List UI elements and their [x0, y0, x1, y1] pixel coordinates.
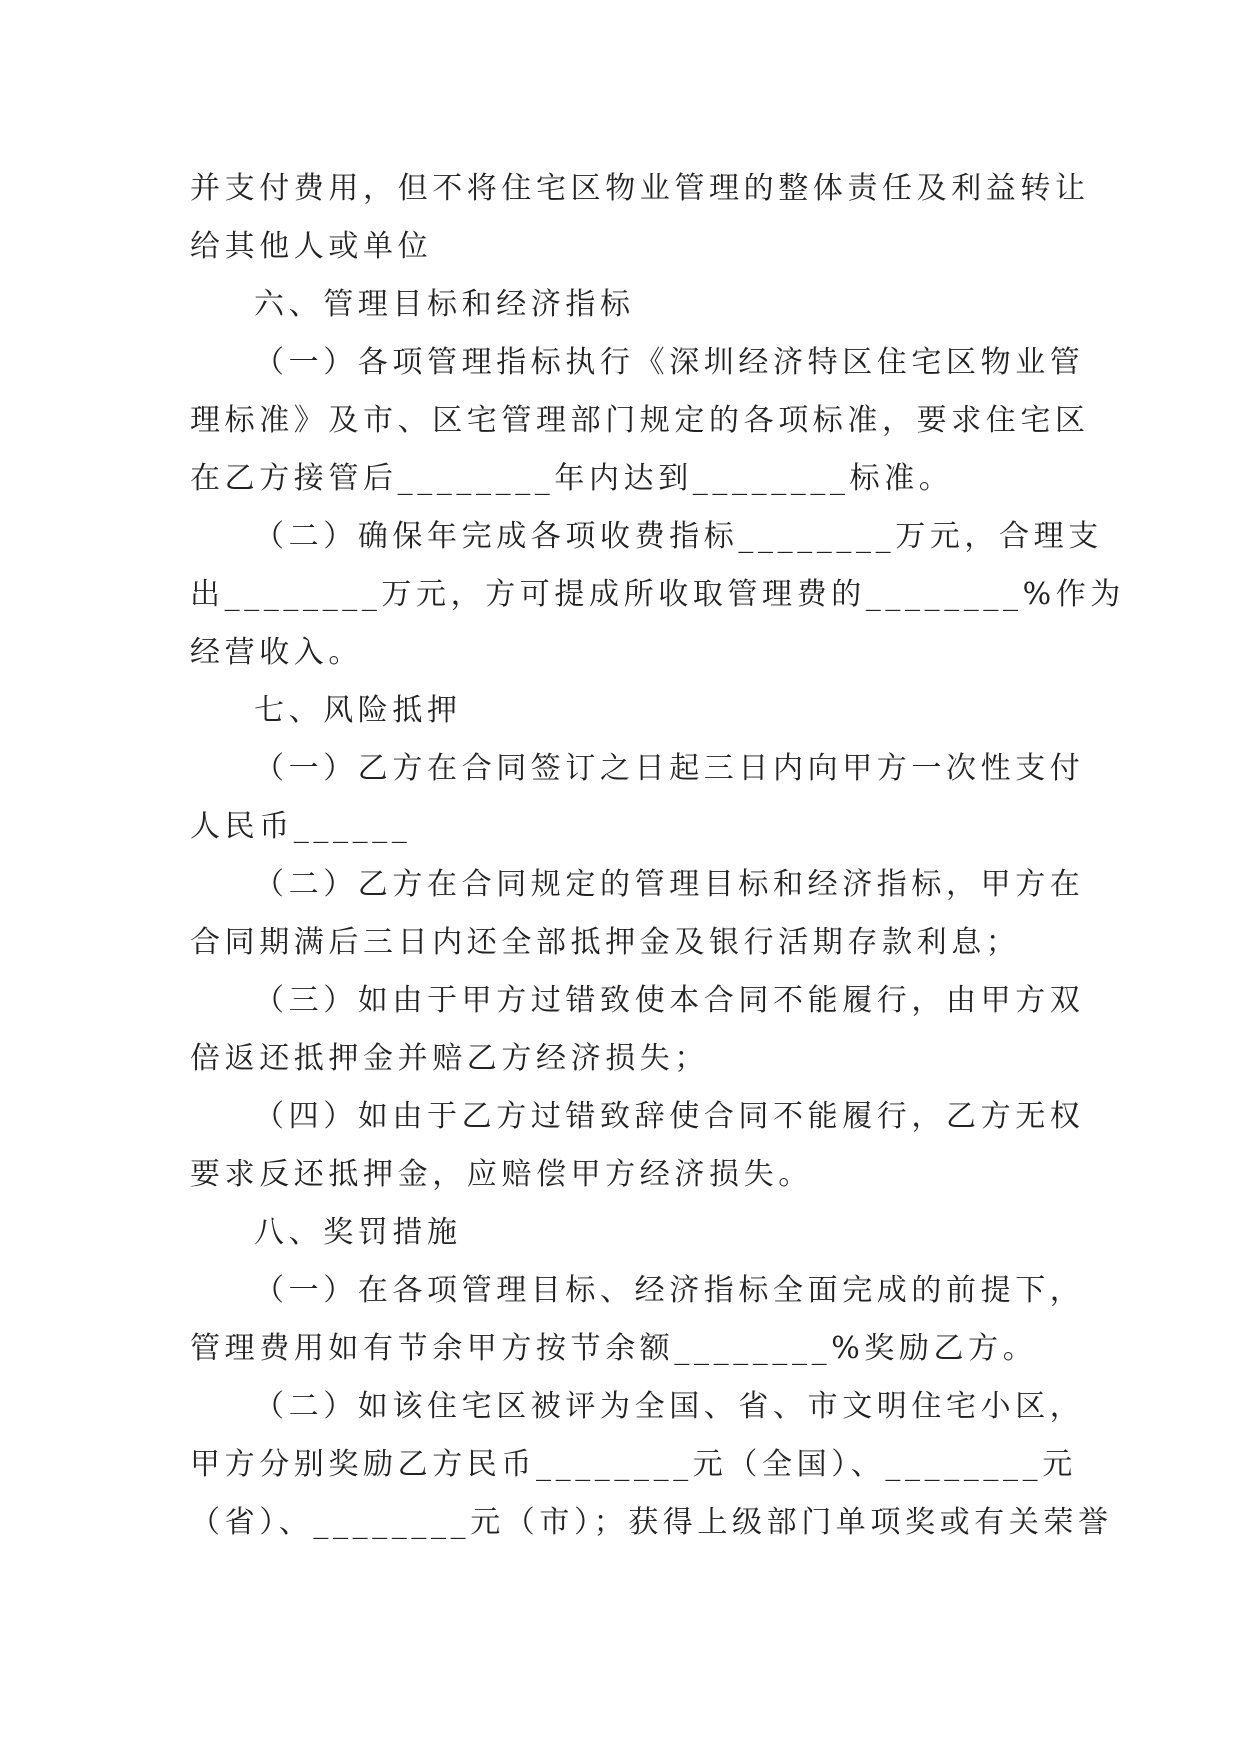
text-line: 管理费用如有节余甲方按节余额________%奖励乙方。	[190, 1331, 1038, 1366]
section-heading: 八、奖罚措施	[254, 1215, 462, 1250]
text-line: 并支付费用，但不将住宅区物业管理的整体责任及利益转让	[190, 171, 1090, 206]
text-line: 出________万元，方可提成所收取管理费的________%作为	[190, 577, 1125, 612]
text-line: 合同期满后三日内还全部抵押金及银行活期存款利息；	[190, 925, 1021, 960]
text-line: 倍返还抵押金并赔乙方经济损失；	[190, 1041, 709, 1076]
section-heading: 七、风险抵押	[254, 693, 462, 728]
text-line: （省）、________元（市）；获得上级部门单项奖或有关荣誉	[190, 1505, 1113, 1540]
text-line: 经营收入。	[190, 635, 363, 670]
text-line: 给其他人或单位	[190, 229, 433, 264]
text-line: 要求反还抵押金，应赔偿甲方经济损失。	[190, 1157, 813, 1192]
text-line: 理标准》及市、区宅管理部门规定的各项标准，要求住宅区	[190, 403, 1090, 438]
section-heading: 六、管理目标和经济指标	[254, 287, 635, 322]
text-line: （二）确保年完成各项收费指标________万元，合理支	[254, 519, 1103, 554]
document-body	[190, 160, 1125, 1552]
text-line: （三）如由于甲方过错致使本合同不能履行，由甲方双	[254, 983, 1085, 1018]
text-line: 在乙方接管后________年内达到________标准。	[190, 461, 954, 496]
text-line: （一）在各项管理目标、经济指标全面完成的前提下，	[254, 1273, 1085, 1308]
text-line: （一）乙方在合同签订之日起三日内向甲方一次性支付	[254, 751, 1085, 786]
text-line: 人民币______	[190, 809, 412, 844]
text-line: （二）如该住宅区被评为全国、省、市文明住宅小区，	[254, 1389, 1085, 1424]
text-line: （二）乙方在合同规定的管理目标和经济指标，甲方在	[254, 867, 1085, 902]
text-line: 甲方分别奖励乙方民币________元（全国）、________元	[190, 1447, 1077, 1482]
text-line: （四）如由于乙方过错致辞使合同不能履行，乙方无权	[254, 1099, 1085, 1134]
text-line: （一）各项管理指标执行《深圳经济特区住宅区物业管	[254, 345, 1085, 380]
